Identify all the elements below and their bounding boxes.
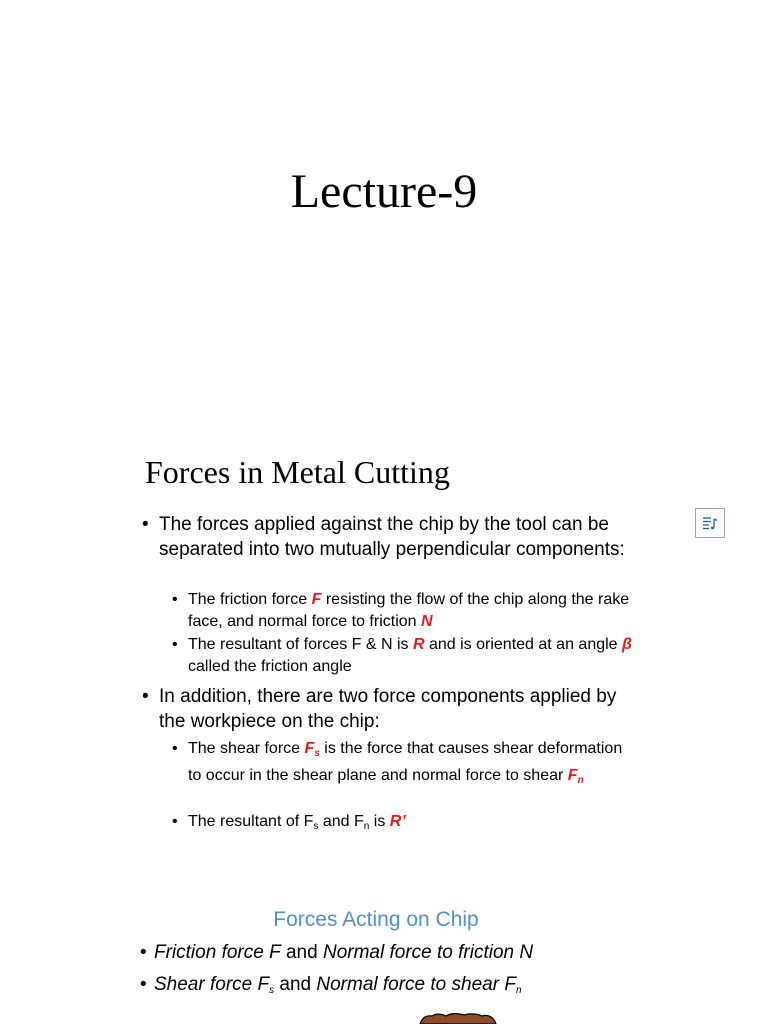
slide-heading: Forces in Metal Cutting [145,454,450,490]
bullet-dot: • [172,813,178,830]
bullet-dot: • [142,514,149,535]
chip-line-friction: • Friction force F and Normal force to friction N [140,940,740,966]
chip-line-shear: • Shear force Fs and Normal force to shear Fn [140,974,522,996]
bullet-dot: • [142,686,149,707]
music-list-icon[interactable] [695,508,725,538]
lecture-title: Lecture-9 [290,165,478,218]
sub-bullet-friction-force: • The friction force F resisting the flow of the chip along the rake face, and normal force to friction N [172,591,630,630]
bullet-workpiece-forces: • In addition, there are two force components applied by the workpiece on the chip: [142,686,617,732]
bullet-dot: • [172,636,178,653]
sub-bullet-resultant-r-prime: • The resultant of Fs and Fn is R’ [172,813,406,832]
chip-section-heading: Forces Acting on Chip [273,908,479,931]
bullet-dot: • [140,974,147,995]
bullet-dot: • [140,942,147,963]
chip-illustration [418,1012,498,1024]
bullet-dot: • [172,740,178,757]
bullet-dot: • [172,591,178,608]
bullet-tool-forces: • The forces applied against the chip by the tool can be separated into two mutually perpendicular components: [142,514,625,560]
sub-bullet-resultant-r: • The resultant of forces F & N is R and is oriented at an angle β called the friction angle [172,636,632,675]
sub-bullet-shear-force: • The shear force Fs is the force that causes shear deformation to occur in the shear plane and normal force to shear Fn [172,740,623,786]
